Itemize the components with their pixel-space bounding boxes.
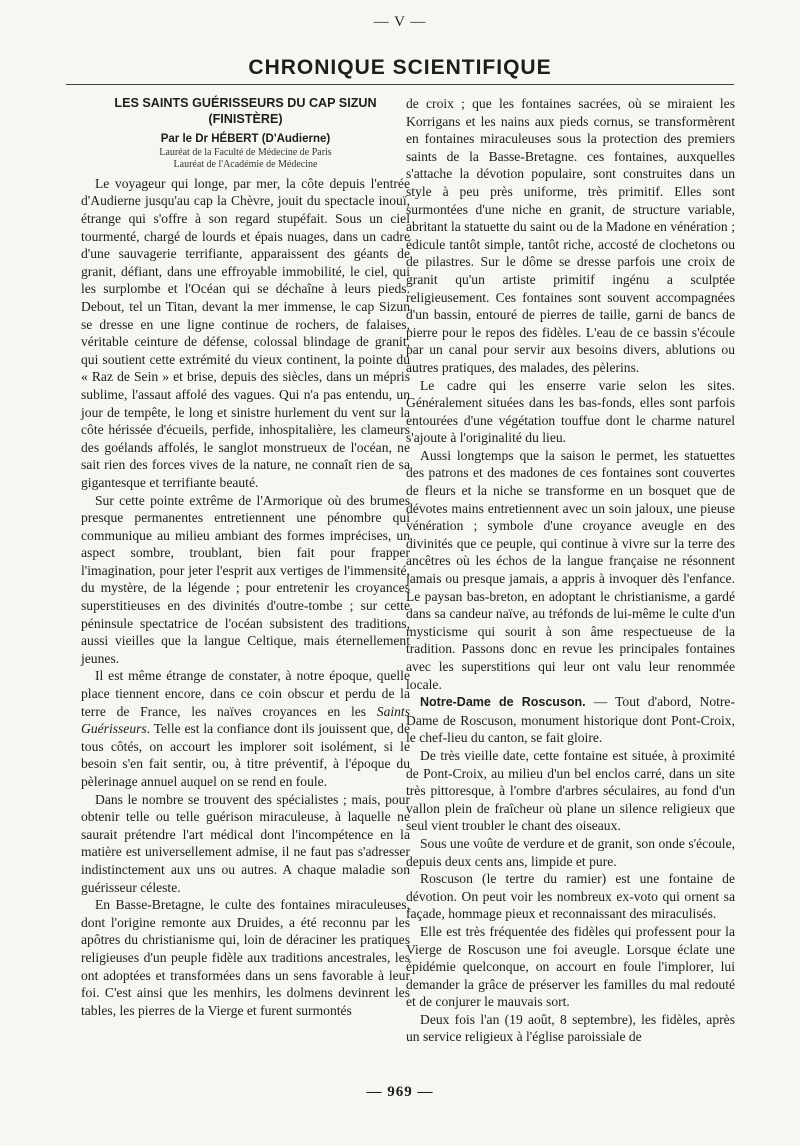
paragraph-right-3: Aussi longtemps que la saison le permet, les statuettes des patrons et des madones de ces fontaines sont couvertes de fleurs et la niche se transforme en un bosquet que de dévotes mains entretiennent avec un soin jaloux, une pieuse vénération ; symbole d'une croyance aveugle en des divinités que ce peuple, qui continue à vivre sur la terre des ancêtres où les échos de la langue française ne résonnent jamais ou presque jamais, a appris à invoquer dès l'enfance. Le paysan bas-breton, en adoptant le christianisme, a gardé dans sa candeur naïve, au tréfonds de lui-même le culte d'un mysticisme qui sourit à son âme respectueuse de la tradition. Passons donc en revue les principales fontaines avec les superstitions qui leur ont valu leur renommée locale. <box>406 447 735 692</box>
paragraph-right-1: de croix ; que les fontaines sacrées, où se miraient les Korrigans et les nains aux pieds cornus, se transformèrent en fontaines miraculeuses sous la protection des premiers saints de la Basse-Bretagne. ces fontaines, auxquelles s'attache la dévotion populaire, sont construites dans un style à peu près uniforme, très primitif. Elles sont surmontées d'une niche en granit, de structure variable, abritant la statuette du saint ou de la Madone en vénération ; édicule tantôt simple, tantôt riche, accosté de clochetons ou de pilastres. Sur le dôme se dresse parfois une croix de granit qu'un artiste primitif ingénu a sculptée religieusement. Ces fontaines sont souvent accompagnées d'un bassin, entouré de pierres de taille, garni de bancs de pierre pour le repos des fidèles. L'eau de ce bassin s'écoule par un canal pour servir aux besoins divers, ablutions ou autres pratiques, des malades, des pèlerins. <box>406 96 735 375</box>
paragraph-right-2: Le cadre qui les enserre varie selon les sites. Généralement situées dans les bas-fonds, elles sont parfois entourées d'une végétation touffue dont le charme naturel s'ajoute à l'originalité du lieu. <box>406 377 735 446</box>
paragraph-right-6: Sous une voûte de verdure et de granit, son onde s'écoule, depuis deux cents ans, limpide et pure. <box>406 835 735 869</box>
right-column <box>406 95 735 1046</box>
article-byline: Par le Dr HÉBERT (D'Audierne) <box>160 133 331 145</box>
paragraph-left-1: Le voyageur qui longe, par mer, la côte depuis l'entrée d'Audierne jusqu'au cap la Chèvre, jouit du spectacle inouï, étrange qui s'offre à son regard stupéfait. Sous un ciel tourmenté, chargé de lourds et épais nuages, dans un cadre d'une sauvagerie terrifiante, apparaissent des géants de granit, défiant, dans une effroyable immobilité, le ciel, qui les surplombe et l'Océan qui se déchaîne à leurs pieds. Debout, tel un Titan, devant la mer immense, le cap Sizun se dresse en une ligne continue de rochers, de falaises, véritable ceinture de défense, colossal blindage de granit, qui soutient cette extrémité du vieux continent, la pointe du « Raz de Sein » et brise, depuis des siècles, dans un mépris sublime, l'assaut affolé des vagues. Qui n'a pas entendu, un jour de tempête, le long et sinistre hurlement du vent sur la côte hérissée d'écueils, perfide, inhospitalière, les clameurs des goélands affolés, le sanglot monstrueux de l'océan, ne sait rien des forces vives de la nature, ne connaît rien de sa gigantesque et terrifiante beauté. <box>81 175 410 490</box>
section-title: CHRONIQUE SCIENTIFIQUE <box>248 56 552 79</box>
saints-guerisseurs-italic: Saints Guérisseurs <box>81 703 410 737</box>
author-affiliation-2: Lauréat de l'Académie de Médecine <box>173 159 318 171</box>
paragraph-right-4 <box>406 693 735 747</box>
paragraph-left-2: Sur cette pointe extrême de l'Armorique où des brumes presque permanentes entretiennent une pénombre qui communique au milieu ambiant des formes imprécises, un aspect sombre, troublant, bien fait pour frapper l'imagination, pour jeter l'esprit aux vertiges de l'immensité, du mystère, de la légende ; pour entretenir les croyances superstitieuses en des divinités d'outre-tombe ; sur cette péninsule spectatrice de l'océan subsistent des traditions, aussi vieilles que la langue Celtique, mais éternellement jeunes. <box>81 492 410 666</box>
paragraph-right-8: Elle est très fréquentée des fidèles qui professent pour la Vierge de Roscuson une foi aveugle. Lorsque éclate une épidémie quelconque, on accourt en foule l'implorer, lui demander la grâce de préserver les familles du mal redouté et de conjurer le mauvais sort. <box>406 923 735 1010</box>
paragraph-right-5: De très vieille date, cette fontaine est située, à proximité de Pont-Croix, au milieu d'un bel enclos carré, dans un site très pittoresque, à l'ombre d'arbres séculaires, au fond d'un vallon plein de fraîcheur où plane un silence religieux que seul vient troubler le chant des oiseaux. <box>406 747 735 834</box>
paragraph-left-3-end: . Telle est la confiance dont ils jouissent que, de tous côtés, on accourt les implorer soit isolément, si le besoin s'en fait sentir, ou, à titre préventif, à l'époque du pèlerinage annuel auquel on se rend en foule. <box>81 721 410 789</box>
author-affiliation-1: Lauréat de la Faculté de Médecine de Paris <box>159 147 332 158</box>
paragraph-left-3 <box>81 667 410 790</box>
top-folio: — V — <box>373 14 427 30</box>
left-column <box>81 95 410 1019</box>
paragraph-right-7: Roscuson (le tertre du ramier) est une fontaine de dévotion. On peut voir les nombreux ex-voto qui ornent sa façade, hommage pieux et reconnaissant des miraculisés. <box>406 871 735 922</box>
paragraph-left-3-start: Il est même étrange de constater, à notre époque, quelle place tiennent encore, dans ce coin obscur et perdu de la terre de France, les naïves croyances en les <box>81 668 410 719</box>
paragraph-left-4: Dans le nombre se trouvent des spécialistes ; mais, pour obtenir telle ou telle guérison miraculeuse, à laquelle ne saurait prétendre l'art médical dont l'incompétence en la matière est universellement admise, il ne faut pas s'adresser indistinctement aux uns ou autres. A chaque maladie son guérisseur céleste. <box>81 791 410 895</box>
paragraph-right-9: Deux fois l'an (19 août, 8 septembre), les fidèles, après un service religieux à l'église paroissiale de <box>406 1011 735 1045</box>
paragraph-left-5: En Basse-Bretagne, le culte des fontaines miraculeuses, dont l'origine remonte aux Druides, a été reconnu par les apôtres du christianisme qui, loin de déraciner les pratiques religieuses d'un peuple fidèle aux traditions ancestrales, les ont adoptées et transformées dans un sens favorable à leur foi. C'est ainsi que les menhirs, les dolmens devinrent les tables, les pierres de la Vierge et furent surmontés <box>81 897 410 1018</box>
article-title-line2: (FINISTÈRE) <box>208 112 283 126</box>
paragraph-right-4-text: — Tout d'abord, Notre-Dame de Roscuson, monument historique dont Pont-Croix, le chef-lieu du canton, se fait gloire. <box>406 694 735 746</box>
page-number: — 969 — <box>366 1084 434 1100</box>
subsection-heading-roscuson: Notre-Dame de Roscuson. <box>420 695 586 710</box>
article-title-line1: LES SAINTS GUÉRISSEURS DU CAP SIZUN <box>114 96 377 110</box>
title-rule <box>66 84 734 85</box>
